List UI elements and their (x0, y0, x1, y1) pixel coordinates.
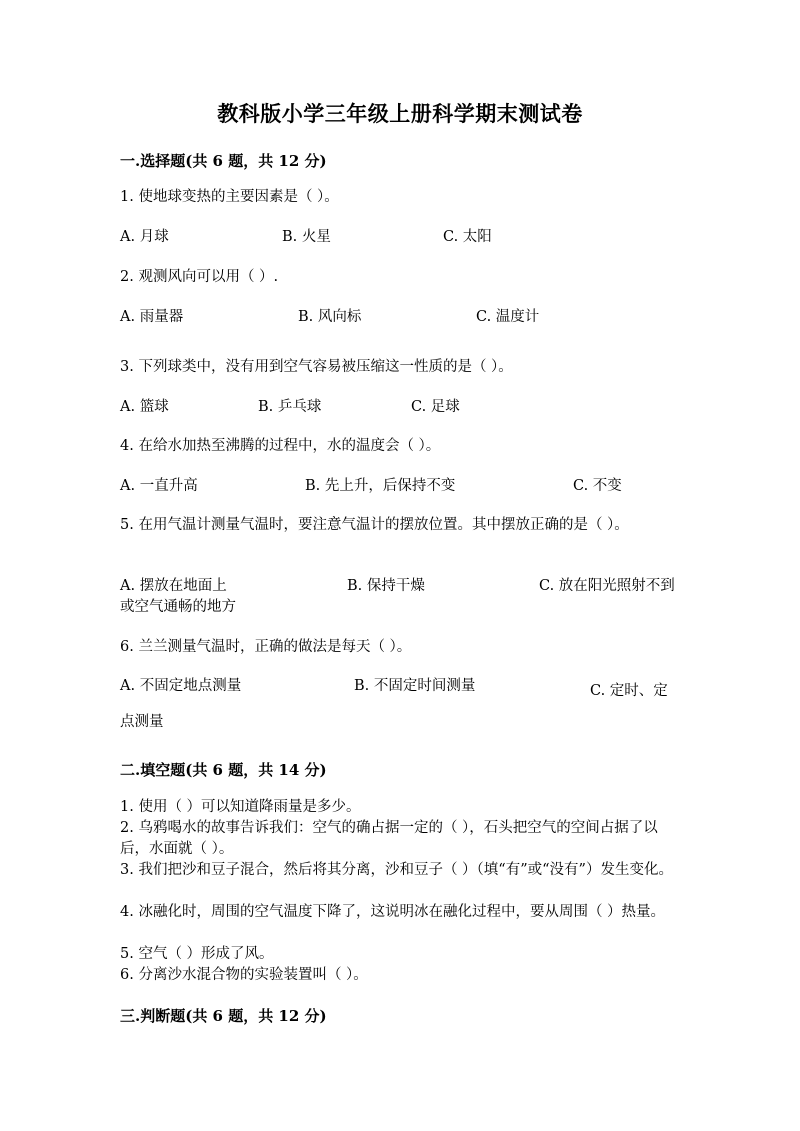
question-1: 1. 使地球变热的主要因素是（ ）。 (120, 189, 339, 205)
section-heading-fill: 二.填空题(共 6 题，共 14 分) (120, 761, 327, 779)
question-4-option-b: B. 先上升，后保持不变 (305, 478, 456, 494)
question-5: 5. 在用气温计测量气温时，要注意气温计的摆放位置。其中摆放正确的是（ ）。 (120, 517, 629, 533)
question-2-option-c: C. 温度计 (476, 309, 540, 325)
exam-title: 教科版小学三年级上册科学期末测试卷 (217, 101, 583, 126)
fill-item-5: 5. 空气（ ）形成了风。 (120, 946, 274, 962)
section-heading-judge: 三.判断题(共 6 题，共 12 分) (120, 1007, 327, 1025)
fill-item-6: 6. 分离沙水混合物的实验装置叫（ ）。 (120, 967, 368, 983)
fill-item-3: 3. 我们把沙和豆子混合，然后将其分离，沙和豆子（ ）（填“有”或“没有”）发生变化。 (120, 862, 673, 878)
question-3: 3. 下列球类中，没有用到空气容易被压缩这一性质的是（ ）。 (120, 359, 513, 375)
question-6: 6. 兰兰测量气温时，正确的做法是每天（ ）。 (120, 639, 412, 655)
section-heading-choice: 一.选择题(共 6 题，共 12 分) (120, 152, 327, 170)
question-5-option-b: B. 保持干燥 (347, 578, 425, 594)
fill-item-4: 4. 冰融化时，周围的空气温度下降了，这说明冰在融化过程中，要从周围（ ）热量。 (120, 904, 666, 920)
question-3-option-a: A. 篮球 (120, 399, 169, 415)
question-2: 2. 观测风向可以用（ ）. (120, 269, 279, 285)
question-5-option-c: C. 放在阳光照射不到或空气通畅的地方 (120, 578, 675, 615)
question-4-option-c: C. 不变 (573, 478, 622, 494)
question-2-option-a: A. 雨量器 (120, 309, 184, 325)
question-6-option-c: C. 定时、定点测量 (120, 683, 668, 730)
question-4: 4. 在给水加热至沸腾的过程中，水的温度会（ ）。 (120, 438, 441, 454)
question-4-option-a: A. 一直升高 (120, 478, 198, 494)
question-1-option-c: C. 太阳 (443, 229, 492, 245)
fill-item-2: 2. 乌鸦喝水的故事告诉我们：空气的确占据一定的（ ），石头把空气的空间占据了以后，水面就（ ）。 (120, 820, 658, 857)
question-6-option-b: B. 不固定时间测量 (354, 678, 476, 694)
fill-item-1: 1. 使用（ ）可以知道降雨量是多少。 (120, 799, 361, 815)
question-5-option-a: A. 摆放在地面上 (120, 578, 227, 594)
question-1-option-a: A. 月球 (120, 229, 169, 245)
question-1-option-b: B. 火星 (282, 229, 331, 245)
question-2-option-b: B. 风向标 (298, 309, 362, 325)
question-3-option-c: C. 足球 (411, 399, 460, 415)
question-6-option-a: A. 不固定地点测量 (120, 678, 242, 694)
question-3-option-b: B. 乒乓球 (258, 399, 322, 415)
